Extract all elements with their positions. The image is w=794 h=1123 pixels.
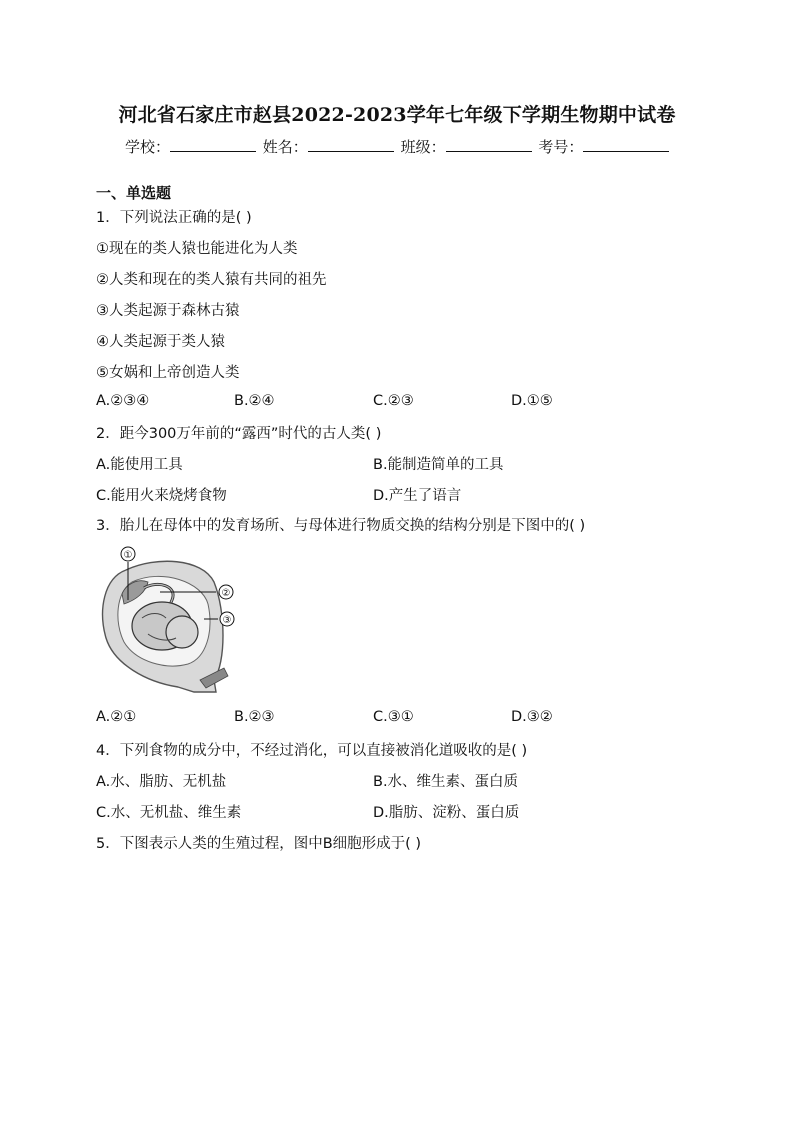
q3-option-a[interactable]: A.②① [96, 709, 137, 725]
q4-option-a[interactable]: A.水、脂肪、无机盐 [96, 774, 227, 790]
q4-option-d[interactable]: D.脂肪、淀粉、蛋白质 [373, 805, 520, 821]
q4-option-b[interactable]: B.水、维生素、蛋白质 [373, 774, 519, 790]
figure-label-1: ① [123, 550, 133, 561]
q2-option-d[interactable]: D.产生了语言 [373, 488, 462, 504]
q2-option-c[interactable]: C.能用火来烧烤食物 [96, 488, 227, 504]
figure-label-2: ② [221, 588, 231, 599]
name-blank[interactable] [308, 137, 394, 152]
q1-stem: 1．下列说法正确的是( ) [96, 210, 252, 226]
q1-option-d[interactable]: D.①⑤ [511, 393, 553, 409]
q2-stem: 2．距今300万年前的“露西”时代的古人类( ) [96, 426, 382, 442]
q1-statement-4: ④人类起源于类人猿 [96, 334, 225, 350]
number-label: 考号： [538, 138, 584, 156]
fetus-head [166, 616, 198, 648]
q2-option-a[interactable]: A.能使用工具 [96, 457, 183, 473]
section-heading: 一、单选题 [96, 184, 172, 202]
figure-label-3: ③ [222, 615, 232, 626]
q1-option-a[interactable]: A.②③④ [96, 393, 150, 409]
school-label: 学校： [125, 138, 171, 156]
q1-statement-3: ③人类起源于森林古猿 [96, 303, 240, 319]
q4-stem: 4．下列食物的成分中，不经过消化，可以直接被消化道吸收的是( ) [96, 743, 528, 759]
class-blank[interactable] [446, 137, 532, 152]
q3-option-d[interactable]: D.③② [511, 709, 553, 725]
q1-statement-5: ⑤女娲和上帝创造人类 [96, 365, 240, 381]
q1-statement-1: ①现在的类人猿也能进化为人类 [96, 241, 298, 257]
class-label: 班级： [400, 138, 446, 156]
q1-statement-2: ②人类和现在的类人猿有共同的祖先 [96, 272, 327, 288]
q3-stem: 3．胎儿在母体中的发育场所、与母体进行物质交换的结构分别是下图中的( ) [96, 518, 586, 534]
school-blank[interactable] [170, 137, 256, 152]
name-label: 姓名： [262, 138, 308, 156]
q5-stem: 5．下图表示人类的生殖过程，图中B细胞形成于( ) [96, 836, 422, 852]
q1-option-c[interactable]: C.②③ [373, 393, 414, 409]
q2-option-b[interactable]: B.能制造简单的工具 [373, 457, 504, 473]
exam-title: 河北省石家庄市赵县2022-2023学年七年级下学期生物期中试卷 [118, 104, 676, 126]
number-blank[interactable] [583, 137, 669, 152]
q3-option-c[interactable]: C.③① [373, 709, 414, 725]
q4-option-c[interactable]: C.水、无机盐、维生素 [96, 805, 242, 821]
student-info-line [125, 136, 671, 157]
q1-option-b[interactable]: B.②④ [234, 393, 275, 409]
uterus-fetus-figure [96, 542, 246, 694]
q3-option-b[interactable]: B.②③ [234, 709, 275, 725]
